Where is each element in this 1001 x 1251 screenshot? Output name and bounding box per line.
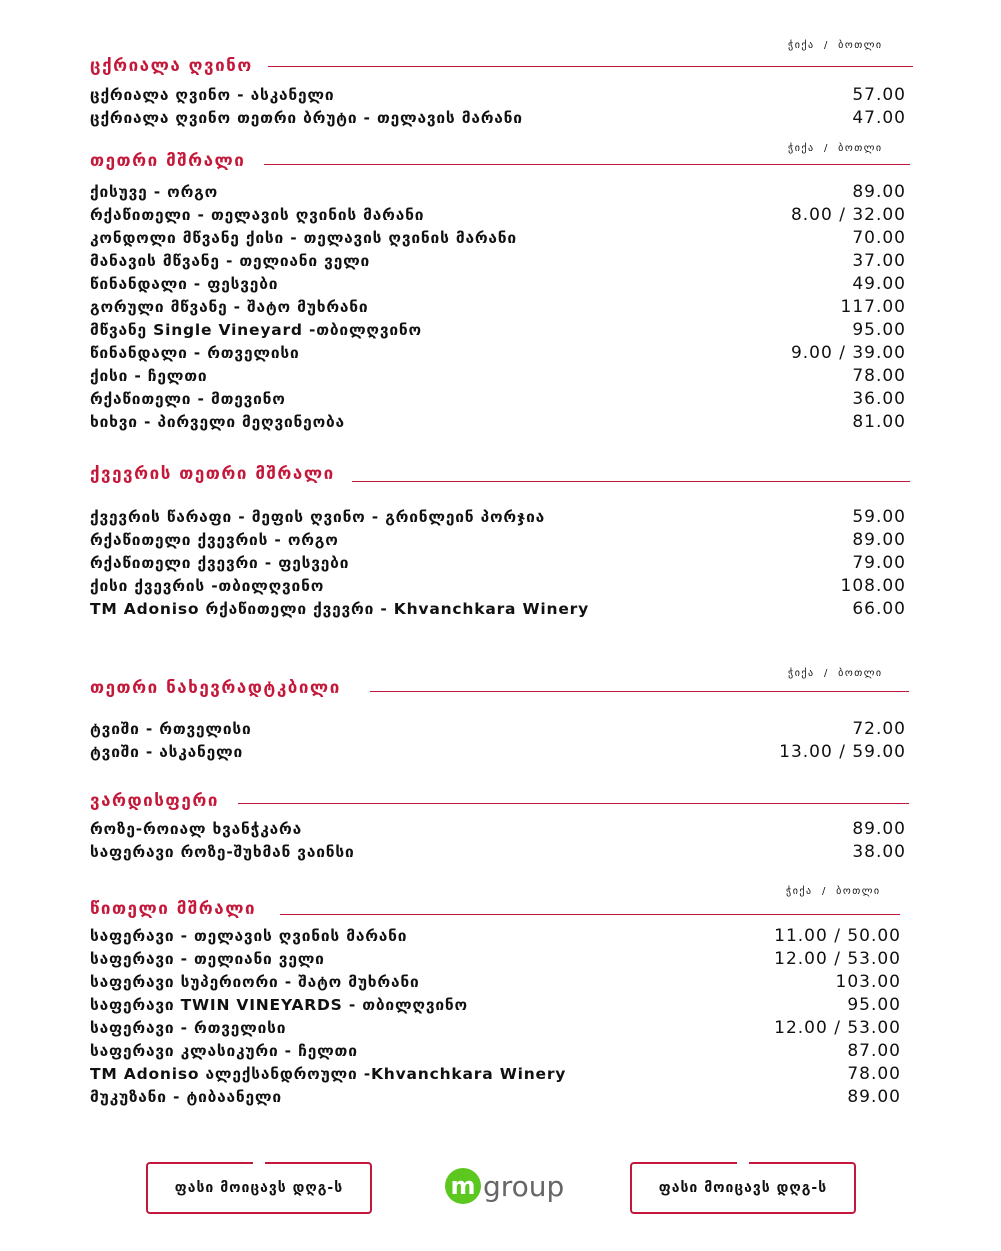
- item-list: [90, 925, 901, 1109]
- section-divider: [352, 481, 910, 482]
- item-name: საფერავი - თელიანი ველი: [90, 950, 325, 968]
- list-item: [90, 250, 906, 273]
- section-title: თეთრი მშრალი: [90, 151, 246, 171]
- list-item: [90, 296, 906, 319]
- item-price: 8.00 / 32.00: [790, 205, 906, 225]
- item-name: მწვანე Single Vineyard -თბილღვინო: [90, 321, 422, 339]
- section-title: ცქრიალა ღვინო: [90, 56, 253, 76]
- item-price: 72.00: [852, 719, 906, 739]
- item-price: 95.00: [847, 995, 901, 1015]
- list-item: [90, 841, 906, 864]
- item-name: კონდოლი მწვანე ქისი - თელავის ღვინის მარანი: [90, 229, 517, 247]
- list-item: [90, 575, 906, 598]
- item-name: TM Adoniso ალექსანდროული -Khvanchkara Winery: [90, 1065, 567, 1083]
- item-price: 78.00: [852, 366, 906, 386]
- item-name: რქაწითელი ქვევრი - ფესვები: [90, 554, 350, 572]
- item-name: გორული მწვანე - შატო მუხრანი: [90, 298, 369, 316]
- vat-badge-right: ფასი მოიცავს დღგ-ს: [630, 1162, 856, 1214]
- item-name: ხიხვი - პირველი მეღვინეობა: [90, 413, 345, 431]
- section-divider: [264, 164, 910, 165]
- list-item: [90, 342, 906, 365]
- section-divider: [280, 914, 900, 915]
- section-divider: [370, 691, 909, 692]
- item-price: 13.00 / 59.00: [779, 742, 906, 762]
- section-title: ვარდისფერი: [90, 791, 219, 811]
- list-item: [90, 227, 906, 250]
- item-name: ქისი - ჩელთი: [90, 367, 208, 385]
- item-name: მანავის მწვანე - თელიანი ველი: [90, 252, 371, 270]
- item-price: 78.00: [847, 1064, 901, 1084]
- column-header: ჭიქა / ბოთლი: [788, 668, 883, 679]
- list-item: [90, 598, 906, 621]
- vat-badge-left: ფასი მოიცავს დღგ-ს: [146, 1162, 372, 1214]
- item-price: 81.00: [852, 412, 906, 432]
- item-name: საფერავი TWIN VINEYARDS - თბილღვინო: [90, 996, 468, 1014]
- item-list: [90, 506, 906, 621]
- item-price: 89.00: [847, 1087, 901, 1107]
- list-item: [90, 741, 906, 764]
- item-price: 49.00: [852, 274, 906, 294]
- section-title: თეთრი ნახევრადტკბილი: [90, 678, 341, 698]
- item-name: რქაწითელი ქვევრის - ორგო: [90, 531, 339, 549]
- item-name: ტვიში - რთველისი: [90, 720, 252, 738]
- item-price: 70.00: [852, 228, 906, 248]
- item-name: ცქრიალა ღვინო თეთრი ბრუტი - თელავის მარანი: [90, 109, 523, 127]
- list-item: [90, 411, 906, 434]
- column-header: ჭიქა / ბოთლი: [788, 40, 883, 51]
- item-name: მუკუზანი - ტიბაანელი: [90, 1088, 282, 1106]
- column-header: ჭიქა / ბოთლი: [786, 886, 881, 897]
- section-title: წითელი მშრალი: [90, 899, 257, 919]
- list-item: [90, 925, 901, 948]
- item-price: 87.00: [847, 1041, 901, 1061]
- list-item: [90, 84, 906, 107]
- item-price: 59.00: [852, 507, 906, 527]
- item-price: 66.00: [852, 599, 906, 619]
- list-item: [90, 388, 906, 411]
- item-price: 89.00: [852, 182, 906, 202]
- item-name: ქვევრის წარაფი - მეფის ღვინო - გრინლეინ პორჯია: [90, 508, 546, 526]
- list-item: [90, 365, 906, 388]
- logo-text: group: [483, 1169, 565, 1203]
- item-price: 117.00: [840, 297, 906, 317]
- item-name: საფერავი სუპერიორი - შატო მუხრანი: [90, 973, 420, 991]
- list-item: [90, 1017, 901, 1040]
- list-item: [90, 1040, 901, 1063]
- column-header: ჭიქა / ბოთლი: [788, 143, 883, 154]
- item-price: 36.00: [852, 389, 906, 409]
- item-price: 95.00: [852, 320, 906, 340]
- list-item: [90, 273, 906, 296]
- item-price: 79.00: [852, 553, 906, 573]
- section-divider: [268, 66, 913, 67]
- item-price: 89.00: [852, 819, 906, 839]
- item-price: 9.00 / 39.00: [790, 343, 906, 363]
- item-list: [90, 84, 906, 130]
- logo-mark: m: [445, 1168, 481, 1204]
- list-item: [90, 994, 901, 1017]
- item-name: წინანდალი - რთველისი: [90, 344, 300, 362]
- item-name: ცქრიალა ღვინო - ასკანელი: [90, 86, 335, 104]
- section-divider: [238, 803, 909, 804]
- item-name: ქისუვე - ორგო: [90, 183, 218, 201]
- item-list: [90, 181, 906, 434]
- item-name: როზე-როიალ ხვანჭკარა: [90, 820, 302, 838]
- item-name: TM Adoniso რქაწითელი ქვევრი - Khvanchkara Winery: [90, 600, 590, 618]
- list-item: [90, 971, 901, 994]
- item-name: რქაწითელი - მთევინო: [90, 390, 286, 408]
- list-item: [90, 718, 906, 741]
- item-price: 38.00: [852, 842, 906, 862]
- item-list: [90, 818, 906, 864]
- item-price: 47.00: [852, 108, 906, 128]
- list-item: [90, 1086, 901, 1109]
- item-price: 12.00 / 53.00: [774, 949, 901, 969]
- item-name: საფერავი როზე-შუხმან ვაინსი: [90, 843, 355, 861]
- item-price: 11.00 / 50.00: [774, 926, 901, 946]
- list-item: [90, 818, 906, 841]
- item-price: 57.00: [852, 85, 906, 105]
- item-list: [90, 718, 906, 764]
- item-price: 108.00: [840, 576, 906, 596]
- list-item: [90, 948, 901, 971]
- item-name: რქაწითელი - თელავის ღვინის მარანი: [90, 206, 425, 224]
- list-item: [90, 506, 906, 529]
- item-price: 89.00: [852, 530, 906, 550]
- list-item: [90, 319, 906, 342]
- list-item: [90, 1063, 901, 1086]
- list-item: [90, 107, 906, 130]
- list-item: [90, 204, 906, 227]
- item-name: ქისი ქვევრის -თბილღვინო: [90, 577, 325, 595]
- section-title: ქვევრის თეთრი მშრალი: [90, 464, 335, 484]
- item-name: ტვიში - ასკანელი: [90, 743, 244, 761]
- item-name: საფერავი - რთველისი: [90, 1019, 287, 1037]
- list-item: [90, 529, 906, 552]
- item-price: 37.00: [852, 251, 906, 271]
- item-name: საფერავი - თელავის ღვინის მარანი: [90, 927, 408, 945]
- list-item: [90, 552, 906, 575]
- mgroup-logo: [445, 1168, 564, 1204]
- item-name: საფერავი კლასიკური - ჩელთი: [90, 1042, 358, 1060]
- item-name: წინანდალი - ფესვები: [90, 275, 279, 293]
- item-price: 12.00 / 53.00: [774, 1018, 901, 1038]
- item-price: 103.00: [835, 972, 901, 992]
- list-item: [90, 181, 906, 204]
